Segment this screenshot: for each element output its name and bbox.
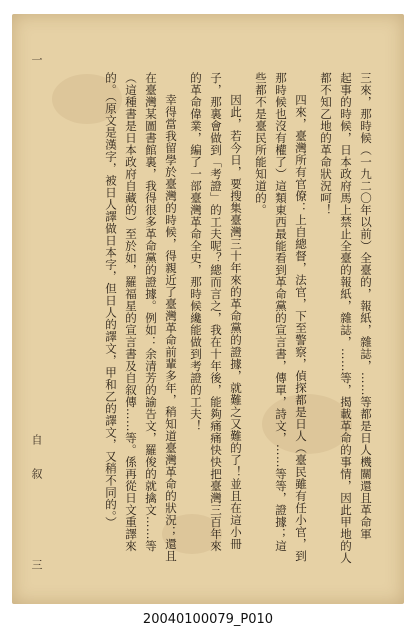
document-page bbox=[12, 14, 404, 604]
text-line: 四來，臺灣所有官僚：上自總督，法官，下至警察，偵探都是日人（臺民雖有任小官，到 bbox=[294, 94, 308, 562]
text-line: 起事的時候，日本政府馬上禁止全臺的報紙，雜誌，……等，揭載革命的事情，因此甲地的人 bbox=[339, 72, 353, 564]
text-line: 幸得當我留學於臺灣的時候，得親近了臺灣革命前輩多年，稍知道臺灣革命的狀況；還且 bbox=[164, 94, 178, 562]
text-line: 都不知乙地的革命狀況呵！ bbox=[319, 72, 333, 216]
running-head: 自 叙 bbox=[30, 434, 43, 485]
text-line: 的革命偉業，編了一部臺灣革命全史，那時候纔能做到考證的工夫！ bbox=[189, 72, 203, 432]
text-line: 那時候也沒有權了）這類東西最能看到革命黨的宣言書，傳單，詩文，……等等，證據；這 bbox=[274, 72, 288, 552]
text-line: 在臺灣某圖書館裏，我得很多革命黨的證據。例如：余清芳的諭告文，羅俊的就擒文……等 bbox=[144, 72, 158, 552]
top-dash: 一 bbox=[30, 54, 43, 65]
text-line: 三來，那時候（一九二〇年以前）全臺的，報紙，雜誌，……等都是日人機關還且革命軍 bbox=[359, 72, 373, 540]
page-number: 三 bbox=[30, 559, 43, 570]
text-line: 子，那裏會做到「考證」的工夫呢？總而言之，我在十年後，能夠痛痛快快把臺灣三百年來 bbox=[209, 72, 223, 552]
text-line: （這種書是日本政府自藏的）至於如，羅福星的宣言書及自叙傳……等。係再從日文重譯來 bbox=[124, 72, 138, 552]
text-line: 的。（原文是漢字，被日人譯做日本字，但日人的譯文，甲和乙的譯文，又稍不同的。） bbox=[104, 72, 118, 529]
text-line: 些都不是臺民所能知道的。 bbox=[254, 72, 268, 216]
archive-id-caption: 20040100079_P010 bbox=[142, 612, 274, 627]
text-line: 因此，若今日，要搜集臺灣三十年來的革命黨的證據，就難之又難的了！並且在這小冊 bbox=[229, 94, 243, 550]
